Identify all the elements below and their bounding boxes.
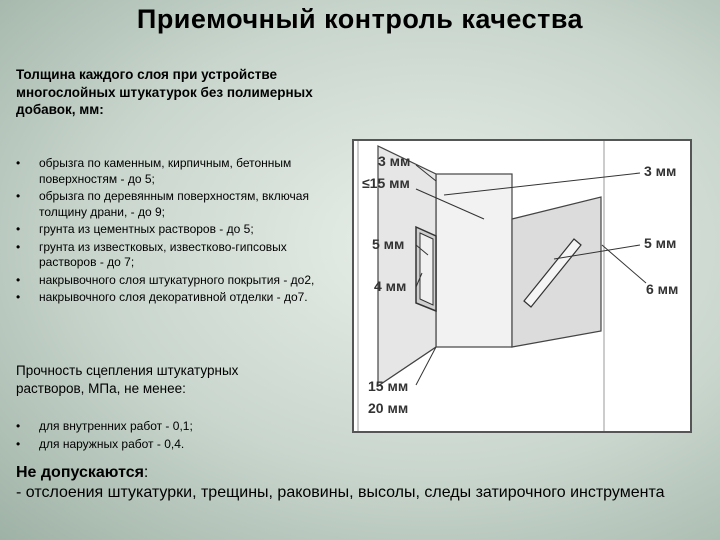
not-allowed-label: Не допускаются — [16, 464, 144, 481]
bullet-icon: • — [16, 272, 21, 287]
bullet-icon: • — [16, 222, 21, 236]
plaster-layers-drawing — [352, 139, 692, 433]
list-item-text: обрызга по деревянным поверхностям, включая толщину драни, - до 9; — [39, 189, 309, 219]
slide-title: Приемочный контроль качества — [136, 4, 584, 34]
list-item-text: для наружных работ - 0,4. — [39, 436, 185, 451]
list-item — [16, 189, 316, 220]
dimension-label: 4 мм — [374, 278, 407, 294]
thickness-list — [16, 156, 316, 308]
dimension-label: 5 мм — [644, 235, 677, 251]
list-item — [16, 437, 316, 453]
not-allowed-text: - отслоения штукатурки, трещины, раковины, высолы, следы затирочного инструмента — [16, 484, 665, 501]
dimension-label: 3 мм — [644, 163, 677, 179]
list-item-text: обрызга по каменным, кирпичным, бетонным поверхностям - до 5; — [39, 156, 292, 186]
dimension-label: 15 мм — [368, 378, 409, 394]
bullet-icon: • — [16, 436, 21, 451]
strength-list — [16, 419, 316, 454]
list-item-text: грунта из цементных растворов - до 5; — [39, 222, 254, 236]
dimension-label: 5 мм — [372, 236, 405, 252]
strength-text: Прочность сцепления штукатурных растворов, МПа, не менее: — [16, 363, 239, 396]
list-item-text: накрывочного слоя декоративной отделки - до7. — [39, 290, 308, 304]
dimension-label: 3 мм — [378, 153, 411, 169]
not-allowed-colon: : — [143, 464, 149, 481]
list-item — [16, 273, 316, 289]
list-item — [16, 222, 316, 238]
not-allowed-block — [16, 463, 716, 503]
bullet-icon: • — [16, 290, 21, 304]
window-frame — [420, 233, 433, 305]
list-item — [16, 419, 316, 435]
list-item-text: грунта из известковых, известково-гипсовых растворов - до 7; — [39, 239, 287, 269]
list-item-text: для внутренних работ - 0,1; — [39, 419, 193, 433]
list-item — [16, 156, 316, 187]
leader-line — [602, 245, 646, 283]
bullet-icon: • — [16, 419, 21, 433]
back-wall — [436, 174, 512, 347]
list-item-text: накрывочного слоя штукатурного покрытия - до2, — [39, 272, 315, 287]
dimension-label: 6 мм — [646, 281, 679, 297]
list-item — [16, 240, 316, 271]
bullet-icon: • — [16, 156, 21, 170]
dimension-label: 20 мм — [368, 400, 409, 416]
dimension-label: ≤15 мм — [362, 175, 410, 191]
thickness-heading: Толщина каждого слоя при устройстве многослойных штукатурок без полимерных добавок, мм: — [16, 67, 313, 117]
bullet-icon: • — [16, 239, 21, 254]
bullet-icon: • — [16, 189, 21, 203]
list-item — [16, 290, 316, 306]
